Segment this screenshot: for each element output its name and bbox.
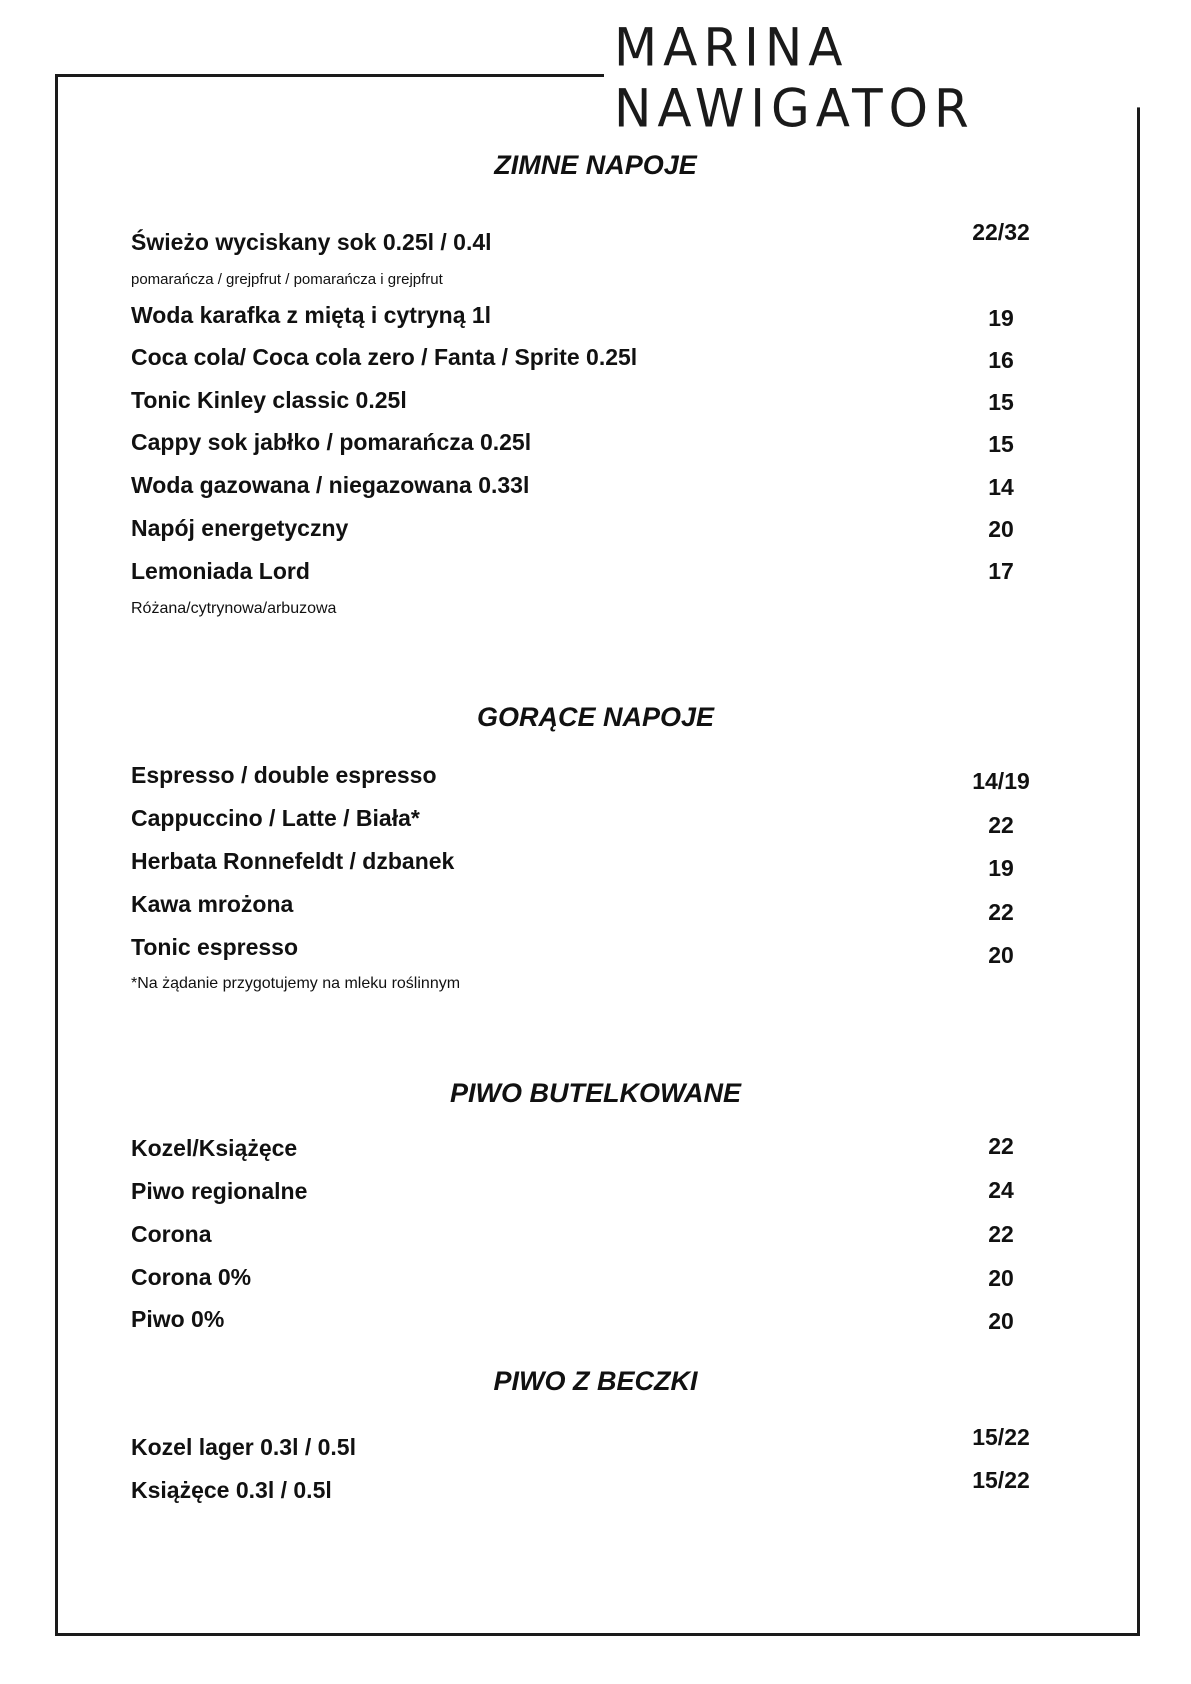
item-price: 16	[988, 347, 1014, 373]
menu-item	[131, 891, 1061, 925]
item-name: Lemoniada Lord	[131, 558, 310, 584]
menu-item	[131, 1424, 1061, 1468]
menu-item	[131, 1306, 1061, 1340]
menu-item	[131, 219, 1061, 263]
item-price: 22	[988, 812, 1014, 838]
item-name: Kawa mrożona	[131, 891, 294, 917]
item-price: 20	[988, 516, 1014, 542]
item-name: Woda karafka z miętą i cytryną 1l	[131, 302, 492, 328]
item-price: 19	[988, 855, 1014, 881]
menu-item	[131, 934, 1061, 968]
item-note: *Na żądanie przygotujemy na mleku roślinnym	[131, 975, 461, 992]
item-name: Książęce 0.3l / 0.5l	[131, 1477, 332, 1503]
menu-item	[131, 1221, 1061, 1255]
item-name: Piwo regionalne	[131, 1178, 308, 1204]
item-name: Herbata Ronnefeldt / dzbanek	[131, 848, 455, 874]
item-name: Napój energetyczny	[131, 515, 349, 541]
section-title-cold-drinks: ZIMNE NAPOJE	[494, 150, 697, 180]
menu-item	[131, 1467, 1061, 1511]
item-name: Coca cola/ Coca cola zero / Fanta / Sprite 0.25l	[131, 344, 638, 370]
item-price: 14/19	[972, 768, 1030, 794]
menu-item	[131, 344, 1061, 378]
menu-item	[131, 558, 1061, 592]
section-title-hot-drinks: GORĄCE NAPOJE	[476, 702, 715, 732]
item-name: Tonic espresso	[131, 934, 299, 960]
menu-item	[131, 515, 1061, 549]
item-price: 22	[988, 1133, 1014, 1159]
item-price: 22	[988, 1221, 1014, 1247]
item-name: Świeżo wyciskany sok 0.25l / 0.4l	[131, 229, 492, 255]
item-price: 14	[988, 474, 1014, 500]
item-price: 24	[988, 1177, 1014, 1203]
menu-item	[131, 429, 1061, 463]
menu-item	[131, 805, 1061, 839]
menu-item	[131, 387, 1061, 421]
item-price: 17	[988, 558, 1014, 584]
item-price: 20	[988, 1265, 1014, 1291]
section-title-bottled-beer: PIWO BUTELKOWANE	[450, 1078, 741, 1108]
item-name: Cappy sok jabłko / pomarańcza 0.25l	[131, 429, 532, 455]
menu-item	[131, 1135, 1061, 1169]
menu-item	[131, 302, 1061, 336]
item-name: Kozel lager 0.3l / 0.5l	[131, 1434, 356, 1460]
item-price: 19	[988, 305, 1014, 331]
item-name: Woda gazowana / niegazowana 0.33l	[131, 472, 530, 498]
item-name: Kozel/Książęce	[131, 1135, 298, 1161]
menu-item	[131, 1178, 1061, 1212]
item-name: Corona 0%	[131, 1264, 252, 1290]
item-price: 15/22	[972, 1424, 1030, 1450]
item-price: 22/32	[972, 219, 1030, 245]
menu-item	[131, 762, 1061, 796]
menu-item	[131, 1264, 1061, 1298]
menu-item	[131, 848, 1061, 882]
item-price: 15	[988, 389, 1014, 415]
menu-item	[131, 472, 1061, 506]
item-price: 15	[988, 431, 1014, 457]
brand-logo: MARINA NAWIGATOR	[604, 49, 1191, 108]
item-note: pomarańcza / grejpfrut / pomarańcza i grejpfrut	[131, 271, 443, 288]
item-name: Cappuccino / Latte / Biała*	[131, 805, 420, 831]
item-name: Espresso / double espresso	[131, 762, 437, 788]
section-title-draft-beer: PIWO Z BECZKI	[493, 1366, 698, 1396]
item-name: Piwo 0%	[131, 1306, 225, 1332]
item-price: 20	[988, 1308, 1014, 1334]
item-price: 20	[988, 942, 1014, 968]
item-name: Tonic Kinley classic 0.25l	[131, 387, 407, 413]
item-price: 15/22	[972, 1467, 1030, 1493]
item-note: Różana/cytrynowa/arbuzowa	[131, 600, 337, 617]
item-name: Corona	[131, 1221, 212, 1247]
item-price: 22	[988, 899, 1014, 925]
